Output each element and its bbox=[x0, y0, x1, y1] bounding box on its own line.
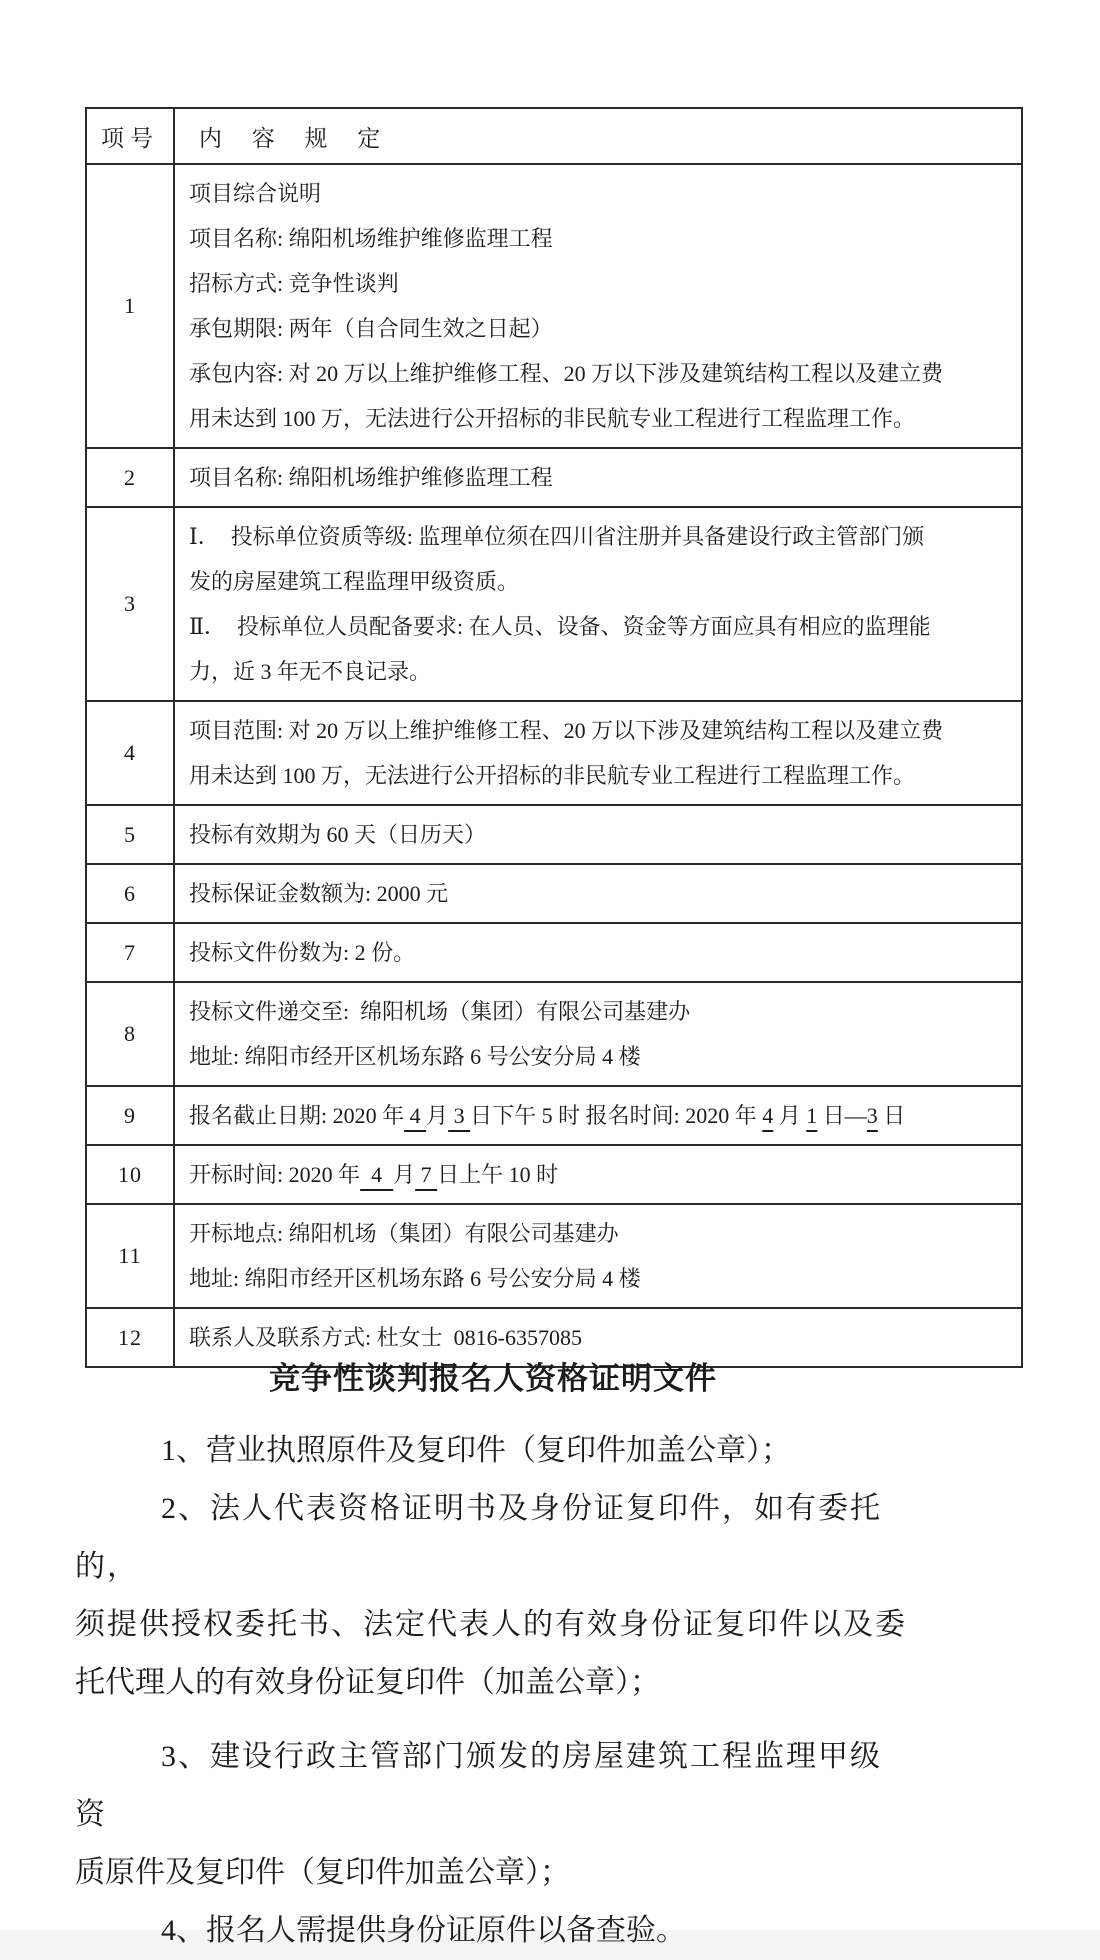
table-header-row bbox=[87, 109, 1021, 163]
content-line: 力，近 3 年无不良记录。 bbox=[189, 659, 432, 684]
qualification-item bbox=[75, 1728, 911, 1902]
content-line: 报名截止日期: 2020 年 4 月 3 日下午 5 时 报名时间: 2020 年 4 月 1 日—3 日 bbox=[189, 1103, 906, 1128]
row-number: 5 bbox=[87, 806, 175, 863]
row-number: 6 bbox=[87, 865, 175, 922]
row-content bbox=[175, 924, 1021, 981]
row-number: 11 bbox=[87, 1205, 175, 1307]
row-content bbox=[175, 165, 1021, 447]
content-line: 项目综合说明 bbox=[189, 181, 322, 206]
row-content bbox=[175, 508, 1021, 700]
content-line: 投标有效期为 60 天（日历天） bbox=[189, 822, 487, 847]
content-line: 用未达到 100 万，无法进行公开招标的非民航专业工程进行工程监理工作。 bbox=[189, 763, 916, 788]
section-heading: 竞争性谈判报名人资格证明文件 bbox=[269, 1361, 717, 1396]
qualification-item bbox=[75, 1422, 911, 1480]
row-content bbox=[175, 702, 1021, 804]
row-content bbox=[175, 449, 1021, 506]
table-header-item-no: 项号 bbox=[87, 109, 175, 163]
content-line: 投标保证金数额为: 2000 元 bbox=[189, 881, 449, 906]
table-row bbox=[87, 1203, 1021, 1307]
underlined-value: 4 bbox=[404, 1103, 427, 1128]
qualification-section bbox=[75, 1356, 911, 1960]
paragraph-line: 1、营业执照原件及复印件（复印件加盖公章）； bbox=[161, 1434, 791, 1467]
row-content bbox=[175, 1146, 1021, 1203]
row-number: 1 bbox=[87, 165, 175, 447]
content-line: Ⅱ． 投标单位人员配备要求: 在人员、设备、资金等方面应具有相应的监理能 bbox=[189, 614, 931, 639]
content-line: 项目名称: 绵阳机场维护维修监理工程 bbox=[189, 465, 553, 490]
table-header-content: 内 容 规 定 bbox=[199, 125, 393, 151]
table-row bbox=[87, 863, 1021, 922]
qualification-list bbox=[75, 1422, 911, 1960]
content-line: 开标时间: 2020 年 4 月 7 日上午 10 时 bbox=[189, 1162, 559, 1187]
content-line: 承包内容: 对 20 万以上维护维修工程、20 万以下涉及建筑结构工程以及建立费 bbox=[189, 361, 944, 386]
table-row bbox=[87, 700, 1021, 804]
row-content bbox=[175, 983, 1021, 1085]
content-line: 地址: 绵阳市经开区机场东路 6 号公安分局 4 楼 bbox=[189, 1266, 641, 1291]
table-row bbox=[87, 506, 1021, 700]
content-line: 地址: 绵阳市经开区机场东路 6 号公安分局 4 楼 bbox=[189, 1044, 641, 1069]
row-content bbox=[175, 806, 1021, 863]
row-content bbox=[175, 1205, 1021, 1307]
content-line: 项目范围: 对 20 万以上维护维修工程、20 万以下涉及建筑结构工程以及建立费 bbox=[189, 718, 944, 743]
paragraph-line: 3、建设行政主管部门颁发的房屋建筑工程监理甲级资 bbox=[75, 1740, 882, 1831]
table-row bbox=[87, 163, 1021, 447]
table-row bbox=[87, 922, 1021, 981]
content-line: 联系人及联系方式: 杜女士 0816-6357085 bbox=[189, 1325, 582, 1350]
underlined-value: 3 bbox=[866, 1103, 878, 1128]
paragraph-line: 2、法人代表资格证明书及身份证复印件，如有委托的， bbox=[75, 1492, 882, 1583]
qualification-item bbox=[75, 1902, 911, 1960]
row-content bbox=[175, 865, 1021, 922]
row-number: 2 bbox=[87, 449, 175, 506]
table-row bbox=[87, 804, 1021, 863]
content-line: 投标文件递交至: 绵阳机场（集团）有限公司基建办 bbox=[189, 999, 691, 1024]
paragraph-line: 4、报名人需提供身份证原件以备查验。 bbox=[161, 1914, 686, 1947]
content-line: 投标文件份数为: 2 份。 bbox=[189, 940, 416, 965]
row-number: 10 bbox=[87, 1146, 175, 1203]
table-row bbox=[87, 1144, 1021, 1203]
content-line: 用未达到 100 万，无法进行公开招标的非民航专业工程进行工程监理工作。 bbox=[189, 406, 916, 431]
underlined-value: 4 bbox=[360, 1162, 394, 1187]
paragraph-line: 托代理人的有效身份证复印件（加盖公章）； bbox=[75, 1666, 660, 1699]
content-line: 项目名称: 绵阳机场维护维修监理工程 bbox=[189, 226, 553, 251]
row-number: 7 bbox=[87, 924, 175, 981]
content-line: 发的房屋建筑工程监理甲级资质。 bbox=[189, 569, 520, 594]
underlined-value: 1 bbox=[806, 1103, 818, 1128]
underlined-value: 4 bbox=[762, 1103, 774, 1128]
table-row bbox=[87, 981, 1021, 1085]
row-number: 12 bbox=[87, 1309, 175, 1366]
row-number: 3 bbox=[87, 508, 175, 700]
content-line: Ⅰ． 投标单位资质等级: 监理单位须在四川省注册并具备建设行政主管部门颁 bbox=[189, 524, 925, 549]
content-line: 开标地点: 绵阳机场（集团）有限公司基建办 bbox=[189, 1221, 619, 1246]
table-row bbox=[87, 1085, 1021, 1144]
paragraph-line: 须提供授权委托书、法定代表人的有效身份证复印件以及委 bbox=[75, 1608, 907, 1641]
row-number: 4 bbox=[87, 702, 175, 804]
table-row bbox=[87, 447, 1021, 506]
underlined-value: 7 bbox=[415, 1162, 438, 1187]
content-line: 招标方式: 竞争性谈判 bbox=[189, 271, 399, 296]
qualification-item bbox=[75, 1480, 911, 1712]
paragraph-line: 质原件及复印件（复印件加盖公章）； bbox=[75, 1856, 570, 1889]
spec-table bbox=[85, 107, 1023, 1368]
content-line: 承包期限: 两年（自合同生效之日起） bbox=[189, 316, 553, 341]
row-number: 8 bbox=[87, 983, 175, 1085]
row-content bbox=[175, 1087, 1021, 1144]
row-number: 9 bbox=[87, 1087, 175, 1144]
underlined-value: 3 bbox=[448, 1103, 471, 1128]
